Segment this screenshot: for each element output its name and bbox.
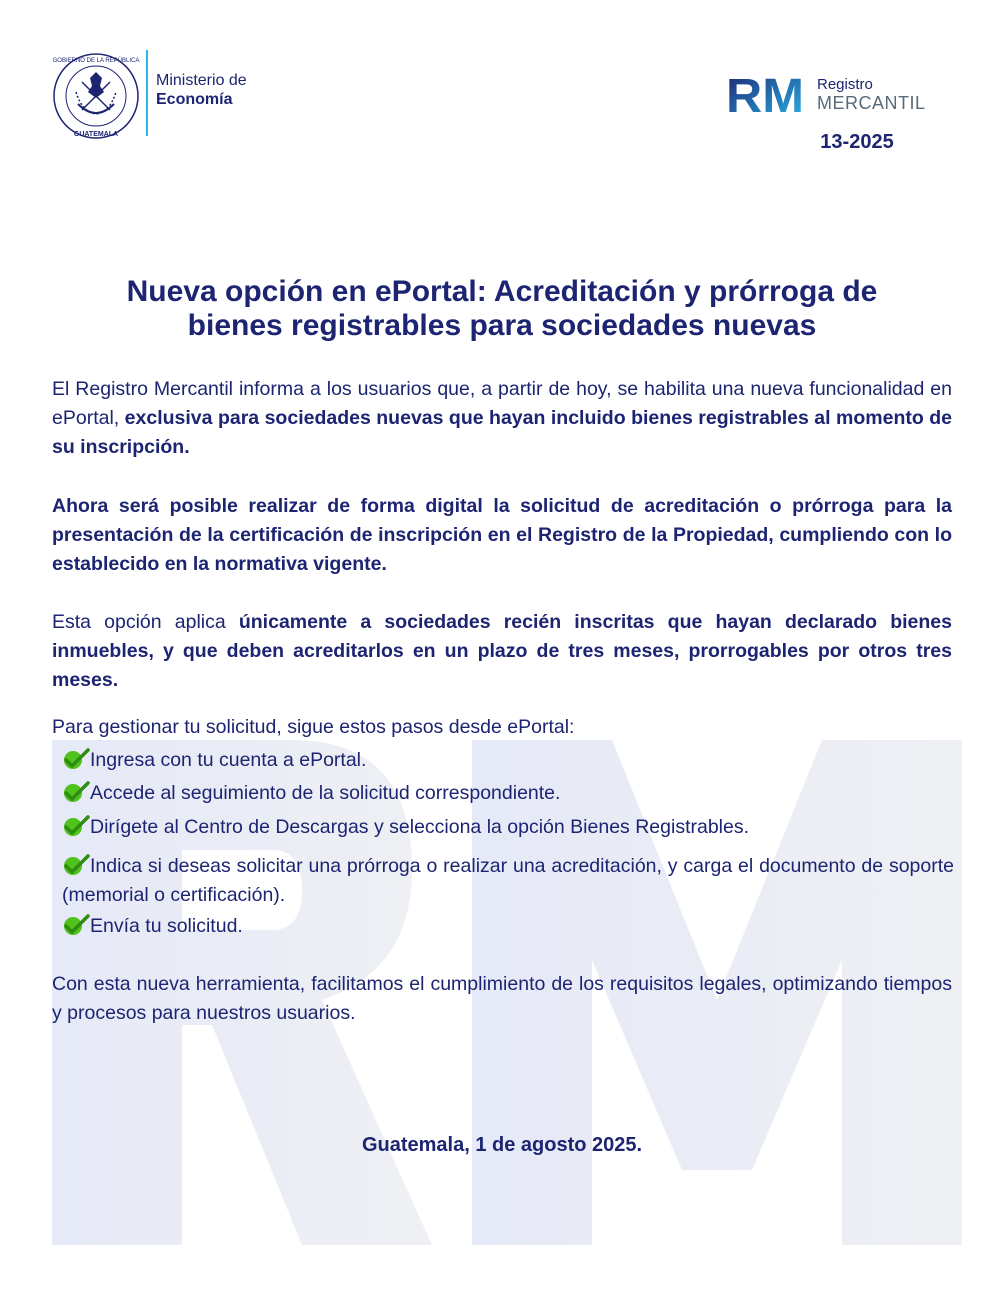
check-mark-icon: [62, 854, 90, 876]
document-number: 13-2025: [820, 131, 894, 153]
p1-bold: exclusiva para sociedades nuevas que hayan incluido bienes registrables al momento de su inscripción.: [52, 407, 952, 458]
registro-mercantil-logo-icon: [726, 72, 806, 114]
p1-normal: El Registro Mercantil informa a los usuarios que, a partir de hoy, se habilita una nueva funcionalidad en ePortal,: [52, 378, 952, 429]
header-divider: [146, 50, 148, 136]
p3-normal: Esta opción aplica: [52, 611, 239, 633]
check-mark-icon: [62, 748, 90, 770]
list-item: [62, 779, 954, 808]
ministry-line2: Economía: [156, 91, 233, 108]
paragraph-intro: [52, 375, 952, 462]
seal-text-bottom: GUATEMALA: [73, 131, 119, 138]
title-line2: bienes registrables para sociedades nuevas: [187, 309, 817, 342]
paragraph-scope: [52, 608, 952, 695]
title-line1: Nueva opción en ePortal: Acreditación y prórroga de: [126, 275, 878, 308]
step-text: Dirígete al Centro de Descargas y selecciona la opción Bienes Registrables.: [90, 816, 750, 838]
ministry-name: [156, 71, 247, 109]
list-item: [62, 852, 954, 910]
p3-bold: únicamente a sociedades recién inscritas que hayan declarado bienes inmuebles, y que deben acreditarlos en un plazo de tres meses, prorrogables por otros tres meses.: [52, 611, 952, 691]
guatemala-seal-icon: [52, 52, 140, 140]
p2-bold: Ahora será posible realizar de forma digital la solicitud de acreditación o prórroga para la presentación de la certificación de inscripción en el Registro de la Propiedad, cumpliendo con lo establecido en la normativa vigente.: [52, 495, 952, 575]
list-item: [62, 746, 954, 775]
step-text: Indica si deseas solicitar una prórroga o realizar una acreditación, y carga el documento de soporte (memorial o certificación).: [62, 855, 954, 906]
steps-intro: Para gestionar tu solicitud, sigue estos pasos desde ePortal:: [52, 716, 575, 738]
list-item: [62, 813, 954, 842]
step-text: Ingresa con tu cuenta a ePortal.: [90, 749, 367, 771]
registro-line2: MERCANTIL: [817, 93, 926, 113]
step-text: Accede al seguimiento de la solicitud correspondiente.: [90, 782, 561, 804]
check-mark-icon: [62, 914, 90, 936]
check-mark-icon: [62, 815, 90, 837]
paragraph-digital: [52, 492, 952, 579]
step-text: Envía tu solicitud.: [90, 915, 243, 937]
list-item: [62, 912, 954, 941]
page-title: [52, 275, 952, 343]
logo-letters: RM: [726, 72, 804, 114]
closing-paragraph: Con esta nueva herramienta, facilitamos el cumplimiento de los requisitos legales, optimizando tiempos y procesos para nuestros usuarios.: [52, 973, 952, 1024]
check-mark-icon: [62, 781, 90, 803]
document-date: Guatemala, 1 de agosto 2025.: [361, 1134, 643, 1156]
registro-mercantil-wordmark: [817, 76, 926, 112]
seal-text-top: GOBIERNO DE LA REPÚBLICA: [52, 58, 140, 64]
registro-line1: Registro: [817, 76, 873, 93]
ministry-line1: Ministerio de: [156, 72, 247, 89]
